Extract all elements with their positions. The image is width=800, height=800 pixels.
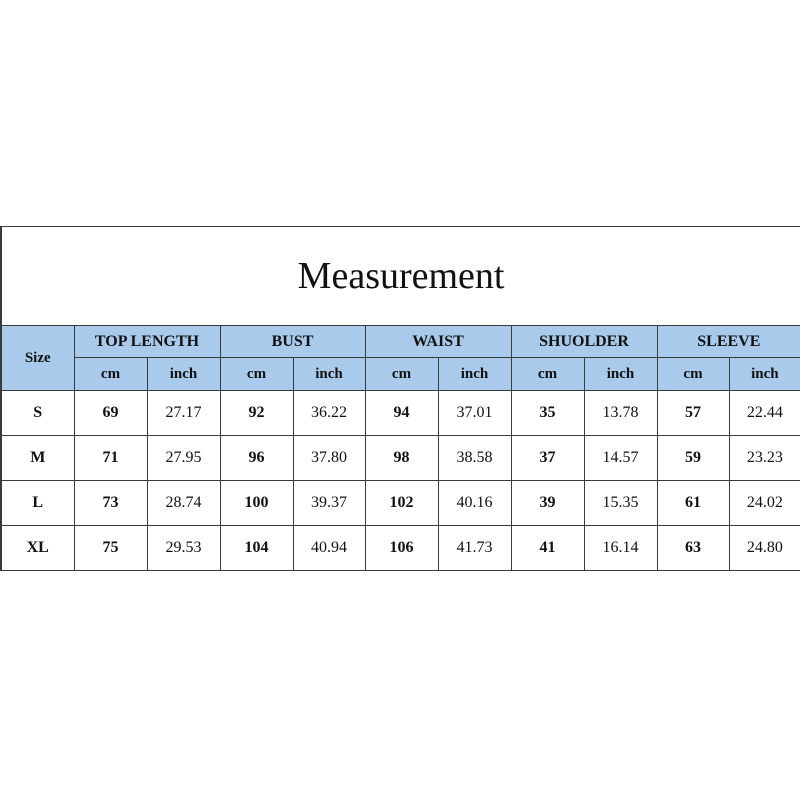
table-row bbox=[1, 391, 800, 436]
cm-value-cell: 102 bbox=[365, 481, 438, 526]
inch-value-cell: 40.16 bbox=[438, 481, 511, 526]
inch-value-cell: 37.01 bbox=[438, 391, 511, 436]
cm-value-cell: 37 bbox=[511, 436, 584, 481]
cm-value-cell: 57 bbox=[657, 391, 729, 436]
cm-value-cell: 73 bbox=[74, 481, 147, 526]
unit-header-inch: inch bbox=[293, 358, 365, 391]
cm-value-cell: 106 bbox=[365, 526, 438, 571]
size-table bbox=[0, 226, 800, 571]
cm-value-cell: 96 bbox=[220, 436, 293, 481]
cm-value-cell: 92 bbox=[220, 391, 293, 436]
unit-header-cm: cm bbox=[365, 358, 438, 391]
inch-value-cell: 28.74 bbox=[147, 481, 220, 526]
table-row bbox=[1, 481, 800, 526]
cm-value-cell: 61 bbox=[657, 481, 729, 526]
inch-value-cell: 37.80 bbox=[293, 436, 365, 481]
unit-header-inch: inch bbox=[147, 358, 220, 391]
unit-header-cm: cm bbox=[220, 358, 293, 391]
inch-value-cell: 36.22 bbox=[293, 391, 365, 436]
inch-value-cell: 24.80 bbox=[729, 526, 800, 571]
unit-header-inch: inch bbox=[438, 358, 511, 391]
cm-value-cell: 69 bbox=[74, 391, 147, 436]
inch-value-cell: 15.35 bbox=[584, 481, 657, 526]
unit-header-cm: cm bbox=[74, 358, 147, 391]
cm-value-cell: 75 bbox=[74, 526, 147, 571]
inch-value-cell: 16.14 bbox=[584, 526, 657, 571]
table-row bbox=[1, 526, 800, 571]
cm-value-cell: 35 bbox=[511, 391, 584, 436]
unit-header-inch: inch bbox=[729, 358, 800, 391]
cm-value-cell: 59 bbox=[657, 436, 729, 481]
inch-value-cell: 39.37 bbox=[293, 481, 365, 526]
inch-value-cell: 27.17 bbox=[147, 391, 220, 436]
inch-value-cell: 40.94 bbox=[293, 526, 365, 571]
unit-header-cm: cm bbox=[657, 358, 729, 391]
inch-value-cell: 29.53 bbox=[147, 526, 220, 571]
inch-value-cell: 27.95 bbox=[147, 436, 220, 481]
measurement-column-header: WAIST bbox=[365, 326, 511, 358]
cm-value-cell: 41 bbox=[511, 526, 584, 571]
inch-value-cell: 24.02 bbox=[729, 481, 800, 526]
inch-value-cell: 23.23 bbox=[729, 436, 800, 481]
size-cell: XL bbox=[1, 526, 74, 571]
size-column-header: Size bbox=[1, 326, 74, 391]
size-cell: L bbox=[1, 481, 74, 526]
inch-value-cell: 14.57 bbox=[584, 436, 657, 481]
unit-header-cm: cm bbox=[511, 358, 584, 391]
cm-value-cell: 104 bbox=[220, 526, 293, 571]
inch-value-cell: 38.58 bbox=[438, 436, 511, 481]
table-title: Measurement bbox=[1, 227, 800, 326]
cm-value-cell: 100 bbox=[220, 481, 293, 526]
cm-value-cell: 71 bbox=[74, 436, 147, 481]
cm-value-cell: 63 bbox=[657, 526, 729, 571]
cm-value-cell: 94 bbox=[365, 391, 438, 436]
measurement-column-header: TOP LENGTH bbox=[74, 326, 220, 358]
cm-value-cell: 98 bbox=[365, 436, 438, 481]
cm-value-cell: 39 bbox=[511, 481, 584, 526]
measurement-column-header: SHUOLDER bbox=[511, 326, 657, 358]
inch-value-cell: 13.78 bbox=[584, 391, 657, 436]
size-cell: M bbox=[1, 436, 74, 481]
measurement-chart bbox=[0, 226, 800, 571]
measurement-column-header: BUST bbox=[220, 326, 365, 358]
table-row bbox=[1, 436, 800, 481]
inch-value-cell: 41.73 bbox=[438, 526, 511, 571]
measurement-column-header: SLEEVE bbox=[657, 326, 800, 358]
unit-header-inch: inch bbox=[584, 358, 657, 391]
inch-value-cell: 22.44 bbox=[729, 391, 800, 436]
size-cell: S bbox=[1, 391, 74, 436]
